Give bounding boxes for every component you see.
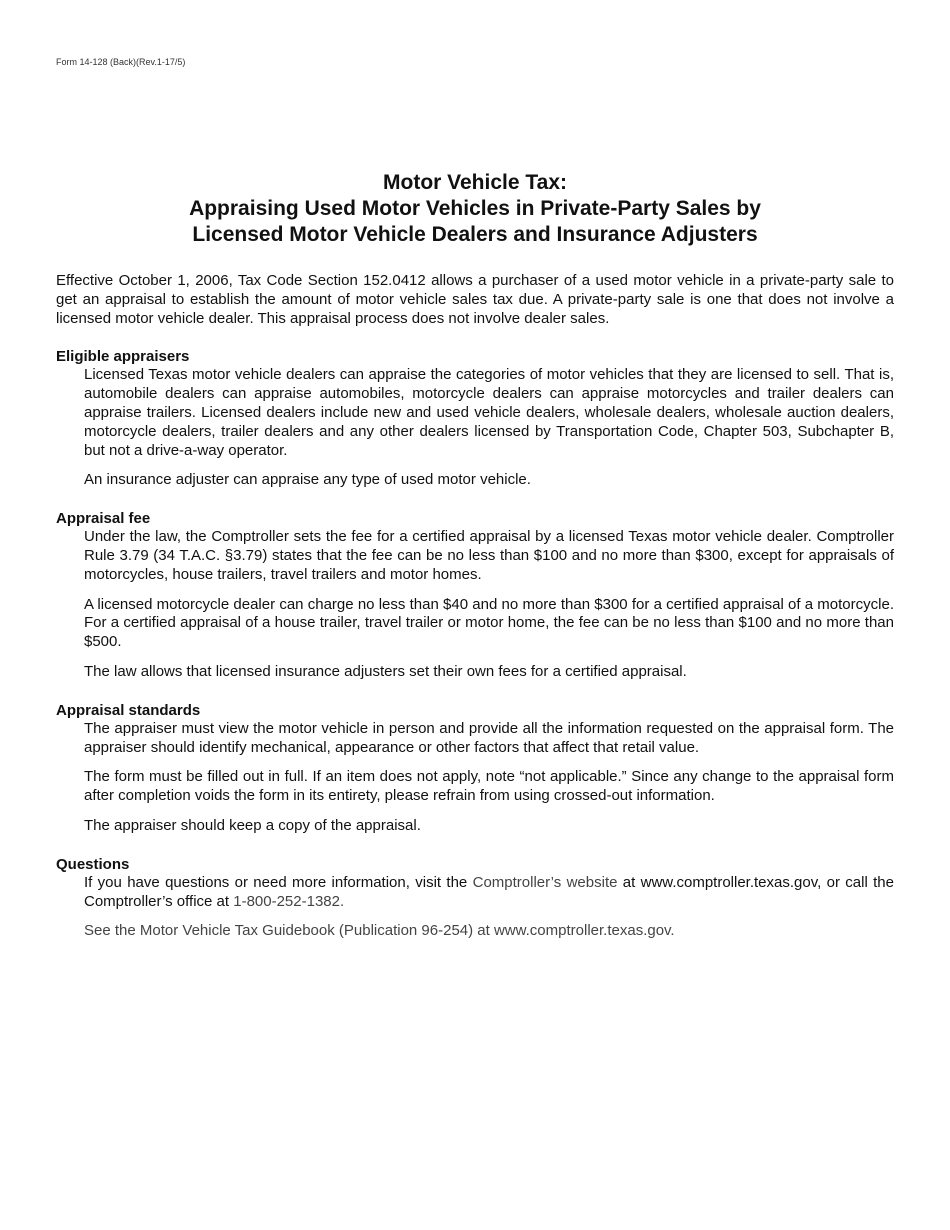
section-heading: Eligible appraisers xyxy=(56,348,190,366)
paragraph: Under the law, the Comptroller sets the fee for a certified appraisal by a licensed Texas motor vehicle dealer. Comptroller Rule 3.79 (34 T.A.C. §3.79) states that the fee can be no less than $100 and no more than $300, except for appraisals of motorcycles, house trailers, travel trailers and motor homes. xyxy=(84,528,894,583)
guidebook-link[interactable]: See the Motor Vehicle Tax Guidebook (Publication 96-254) at www.comptroller.texas.gov. xyxy=(84,922,675,940)
text: If you have questions or need more information, visit the xyxy=(84,873,473,891)
section-questions xyxy=(56,855,894,941)
section-heading: Questions xyxy=(56,855,130,873)
text: at www.comptroller.texas.gov, or call the Comptroller’s office at xyxy=(84,873,894,910)
section-appraisal-fee xyxy=(56,509,894,682)
section-heading: Appraisal standards xyxy=(56,701,201,719)
document-body xyxy=(56,272,894,941)
paragraph: The appraiser must view the motor vehicle in person and provide all the information requested on the appraisal form. The appraiser should identify mechanical, appearance or other factors that affect that retail value. xyxy=(84,719,894,756)
paragraph: An insurance adjuster can appraise any type of used motor vehicle. xyxy=(84,471,531,489)
paragraph xyxy=(84,874,894,912)
intro-paragraph: Effective October 1, 2006, Tax Code Section 152.0412 allows a purchaser of a used motor vehicle in a private-party sale to get an appraisal to establish the amount of motor vehicle sales tax due. A private-party sale is one that does not involve a licensed motor vehicle dealer. This appraisal process does not involve dealer sales. xyxy=(56,272,894,327)
comptroller-website-link[interactable]: Comptroller’s website xyxy=(472,873,618,891)
section-eligible-appraisers xyxy=(56,347,894,490)
page-title xyxy=(0,170,950,248)
phone-link[interactable]: 1-800-252-1382. xyxy=(233,892,345,910)
paragraph: Licensed Texas motor vehicle dealers can appraise the categories of motor vehicles that they are licensed to sell. That is, automobile dealers can appraise automobiles, motorcycle dealers can appraise motorcycles and trailer dealers can appraise trailers. Licensed dealers include new and used vehicle dealers, wholesale dealers, wholesale auction dealers, motorcycle dealers, trailer dealers and any other dealers licensed by Transportation Code, Chapter 503, Subchapter B, but not a drive-a-way operator. xyxy=(84,366,894,459)
section-appraisal-standards xyxy=(56,701,894,836)
paragraph: A licensed motorcycle dealer can charge no less than $40 and no more than $300 for a certified appraisal of a motorcycle. For a certified appraisal of a house trailer, travel trailer or motor home, the fee can be no less than $100 and no more than $500. xyxy=(84,595,894,651)
paragraph: The appraiser should keep a copy of the appraisal. xyxy=(84,816,421,834)
section-heading: Appraisal fee xyxy=(56,510,151,528)
paragraph: The law allows that licensed insurance adjusters set their own fees for a certified appraisal. xyxy=(84,662,687,680)
title-line-1: Motor Vehicle Tax: xyxy=(383,171,567,194)
title-line-2: Appraising Used Motor Vehicles in Private-Party Sales by xyxy=(189,197,761,220)
title-line-3: Licensed Motor Vehicle Dealers and Insurance Adjusters xyxy=(192,223,758,246)
form-id: Form 14-128 (Back)(Rev.1-17/5) xyxy=(56,57,186,67)
paragraph: The form must be filled out in full. If an item does not apply, note “not applicable.” Since any change to the appraisal form after completion voids the form in its entirety, please refrain from using crossed-out information. xyxy=(84,768,894,805)
